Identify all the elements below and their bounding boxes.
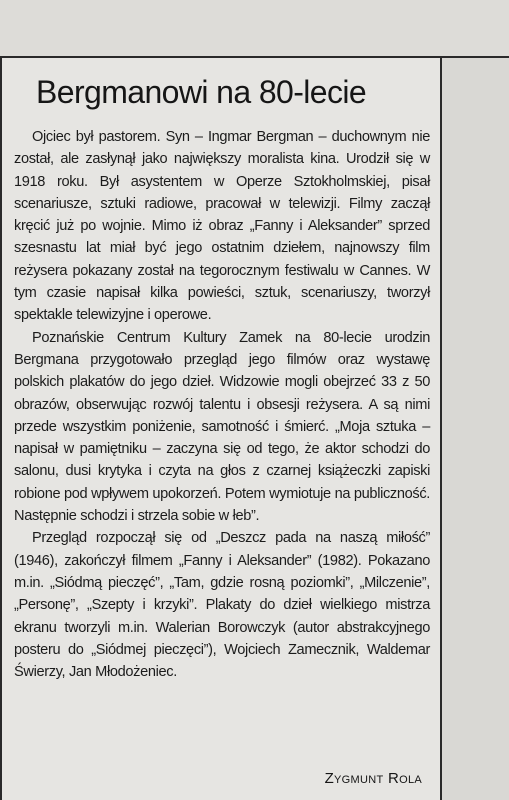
- frame-rule-top: [0, 56, 509, 58]
- frame-rule-left: [0, 56, 2, 800]
- article-paragraph-3: Przegląd rozpoczął się od „Deszcz pada na naszą miłość” (1946), zakończył filmem „Fanny i Aleksander” (1982). Pokazano m.in. „Siódmą pieczęć”, „Tam, gdzie rosną poziomki”, „Milczenie”, „Personę”, „Szepty i krzyki”. Plakaty do dzieł wielkiego mistrza ekranu tworzyli m.in. Walerian Borowczyk (autor abstrakcyjnego posteru do „Siódmej pieczęci”), Wojciech Zamecznik, Waldemar Świerzy, Jan Młodożeniec.: [14, 530, 430, 681]
- article-box: [14, 72, 430, 792]
- article-byline: Zygmunt Rola: [324, 770, 422, 787]
- article-paragraph-1: Ojciec był pastorem. Syn – Ingmar Bergman – duchownym nie został, ale zasłynął jako największy moralista kina. Urodził się w 1918 roku. Był asystentem w Operze Sztokholmskiej, pisał scenariusze, sztuki radiowe, pracował w telewizji. Filmy zaczął kręcić już po wojnie. Mimo iż obraz „Fanny i Aleksander” sprzed szesnastu lat miał być jego ostatnim dziełem, najnowszy film reżysera pokazany został na tegorocznym festiwalu w Cannes. W tym czasie napisał kilka powieści, sztuk, scenariuszy, tworzył spektakle telewizyjne i operowe.: [14, 129, 430, 324]
- page-gutter: [442, 58, 509, 800]
- page-top-margin: [0, 0, 509, 56]
- article-headline: Bergmanowi na 80-lecie: [36, 74, 367, 110]
- article-paragraph-2: Poznańskie Centrum Kultury Zamek na 80-lecie urodzin Bergmana przygotowało przegląd jego filmów oraz wystawę polskich plakatów do jego dzieł. Widzowie mogli obejrzeć 33 z 50 obrazów, obserwując rozwój talentu i obsesji reżysera. A są nimi przede wszystkim poniżenie, samotność i śmierć. „Moja sztuka – napisał w pamiętniku – zaczyna się od tego, że aktor schodzi do salonu, dusi krytyka i czyta na głos z czarnej książeczki zapiski robione pod wpływem upokorzeń. Potem wymiotuje na publiczność. Następnie schodzi i strzela sobie w łeb”.: [14, 329, 430, 525]
